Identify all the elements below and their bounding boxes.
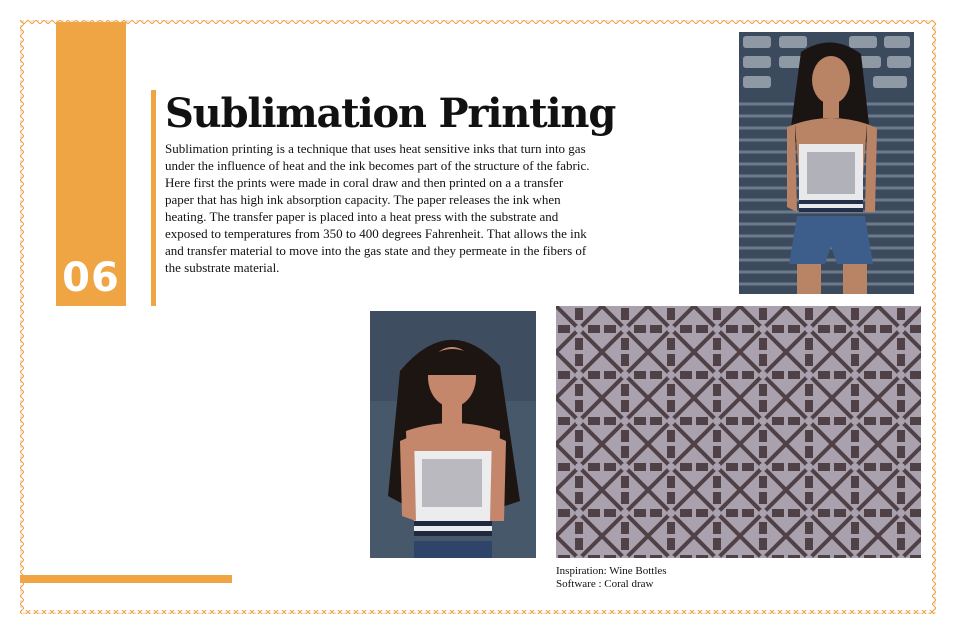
paragraph-intro: Sublimation printing is a technique that uses heat sensitive inks that turn into gas under the influence of heat and the ink becomes part of the structure of the fabric. — [165, 141, 590, 173]
image-caption — [556, 565, 667, 591]
photo-model-shutter — [739, 32, 914, 294]
page-number: 06 — [62, 255, 120, 301]
caption-inspiration: Inspiration: Wine Bottles — [556, 565, 667, 577]
page-title: Sublimation Printing — [165, 90, 616, 137]
accent-bottom-bar — [20, 575, 232, 583]
paragraph-process: Here first the prints were made in coral draw and then printed on a a transfer paper that has high ink absorption capacity. The paper releases the ink when heating. The transfer paper is placed into a heat press with the substrate and exposed to temperatures from 350 to 400 degrees Fahrenheit. That allows the ink and transfer material to move into the gas state and they permeate in the fibers of the substrate material. — [165, 175, 587, 275]
caption-software: Software : Coral draw — [556, 578, 654, 590]
photo-printed-fabric — [556, 306, 921, 558]
title-accent-rule — [151, 90, 156, 306]
photo-model-portrait — [370, 311, 536, 558]
body-text — [165, 140, 595, 276]
